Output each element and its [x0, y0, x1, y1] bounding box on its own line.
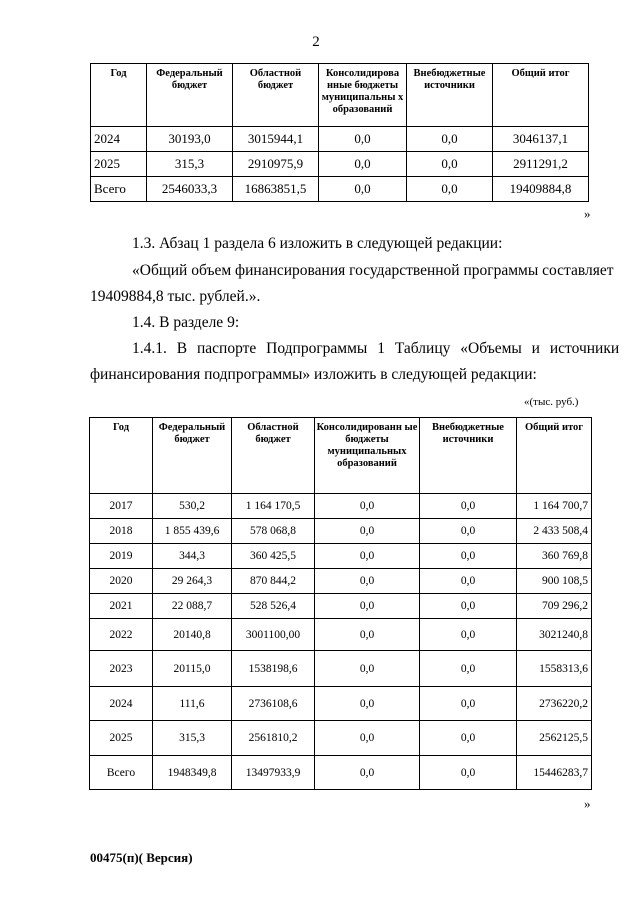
- table-cell: 3021240,8: [517, 619, 592, 651]
- table-row: [90, 519, 592, 544]
- table-cell: 0,0: [420, 651, 517, 687]
- table-row: [91, 177, 589, 202]
- table-cell: 0,0: [315, 569, 420, 594]
- table-cell: 0,0: [315, 619, 420, 651]
- table-cell: 0,0: [315, 651, 420, 687]
- table-cell: 2021: [90, 594, 153, 619]
- header-cell: Областной бюджет: [232, 418, 315, 494]
- table-header-row: [91, 64, 589, 127]
- table-cell: 19409884,8: [493, 177, 589, 202]
- table-cell: 22 088,7: [153, 594, 232, 619]
- table-cell: 2020: [90, 569, 153, 594]
- table-header-row: [90, 418, 592, 494]
- table-cell: 578 068,8: [232, 519, 315, 544]
- table-cell: 1 164 170,5: [232, 494, 315, 519]
- header-cell: Внебюджетные источники: [407, 64, 493, 127]
- table-cell: 15446283,7: [517, 756, 592, 790]
- header-cell: Год: [90, 418, 153, 494]
- table-cell: 0,0: [319, 177, 407, 202]
- table-cell: 16863851,5: [233, 177, 319, 202]
- table-cell: 0,0: [420, 569, 517, 594]
- table-cell: 13497933,9: [232, 756, 315, 790]
- table-cell: 2017: [90, 494, 153, 519]
- table-cell: 30193,0: [147, 127, 233, 152]
- table-cell: 0,0: [407, 127, 493, 152]
- table-cell: 0,0: [420, 494, 517, 519]
- table-cell: 3046137,1: [493, 127, 589, 152]
- paragraph-quote-line-2: 19409884,8 тыс. рублей.».: [90, 288, 261, 305]
- table-cell: 2546033,3: [147, 177, 233, 202]
- table-cell: 2736108,6: [232, 687, 315, 721]
- header-cell: Общий итог: [493, 64, 589, 127]
- table-row: [90, 687, 592, 721]
- table-cell: Всего: [90, 756, 153, 790]
- table-cell: 0,0: [420, 721, 517, 756]
- table-cell: 0,0: [319, 152, 407, 177]
- table-row: [91, 127, 589, 152]
- header-cell: Областной бюджет: [233, 64, 319, 127]
- table-cell: 0,0: [315, 519, 420, 544]
- table-cell: 2025: [91, 152, 147, 177]
- header-cell: Консолидирова нные бюджеты муниципальны х образований: [319, 64, 407, 127]
- table-cell: 2023: [90, 651, 153, 687]
- table-row: [90, 756, 592, 790]
- header-cell: Общий итог: [517, 418, 592, 494]
- table-cell: 3015944,1: [233, 127, 319, 152]
- paragraph-1-4-1-line-1: 1.4.1. В паспорте Подпрограммы 1 Таблицу «Объемы и источники: [132, 340, 620, 357]
- table-row: [91, 152, 589, 177]
- table-cell: 20140,8: [153, 619, 232, 651]
- financing-table-2: [89, 417, 592, 790]
- header-cell: Федеральный бюджет: [153, 418, 232, 494]
- table-cell: 0,0: [407, 152, 493, 177]
- table-cell: 0,0: [420, 519, 517, 544]
- table-cell: 29 264,3: [153, 569, 232, 594]
- table-row: [90, 721, 592, 756]
- table-cell: 530,2: [153, 494, 232, 519]
- table-cell: 2562125,5: [517, 721, 592, 756]
- table-cell: 0,0: [315, 494, 420, 519]
- page-number: 2: [312, 34, 320, 50]
- table-cell: 2019: [90, 544, 153, 569]
- table-cell: 0,0: [315, 756, 420, 790]
- table-cell: 1538198,6: [232, 651, 315, 687]
- table-cell: 0,0: [420, 756, 517, 790]
- header-cell: Внебюджетные источники: [420, 418, 517, 494]
- header-cell: Федеральный бюджет: [147, 64, 233, 127]
- closing-quote: »: [584, 796, 591, 811]
- closing-quote: »: [584, 206, 591, 221]
- document-footer: 00475(п)( Версия): [90, 850, 193, 865]
- table-cell: 0,0: [420, 687, 517, 721]
- table-cell: 2 433 508,4: [517, 519, 592, 544]
- table-row: [90, 651, 592, 687]
- table-cell: 360 425,5: [232, 544, 315, 569]
- paragraph-1-4: 1.4. В разделе 9:: [132, 314, 240, 331]
- units-note: «(тыс. руб.): [524, 396, 579, 408]
- table-row: [90, 569, 592, 594]
- table-cell: 2736220,2: [517, 687, 592, 721]
- header-cell: Консолидированн ые бюджеты муниципальных образований: [315, 418, 420, 494]
- table-row: [90, 494, 592, 519]
- table-cell: 1 164 700,7: [517, 494, 592, 519]
- table-cell: 344,3: [153, 544, 232, 569]
- table-cell: 1948349,8: [153, 756, 232, 790]
- table-cell: 20115,0: [153, 651, 232, 687]
- table-cell: 0,0: [420, 619, 517, 651]
- table-cell: 3001100,00: [232, 619, 315, 651]
- table-cell: 2024: [90, 687, 153, 721]
- table-cell: 1558313,6: [517, 651, 592, 687]
- table-cell: 2561810,2: [232, 721, 315, 756]
- paragraph-1-4-1-line-2: финансирования подпрограммы» изложить в следующей редакции:: [90, 366, 537, 383]
- table-cell: 0,0: [315, 544, 420, 569]
- paragraph-quote-line-1: «Общий объем финансирования государственной программы составляет: [132, 262, 614, 279]
- table-cell: 2022: [90, 619, 153, 651]
- table-cell: 709 296,2: [517, 594, 592, 619]
- table-cell: 2910975,9: [233, 152, 319, 177]
- table-cell: 315,3: [153, 721, 232, 756]
- table-row: [90, 594, 592, 619]
- table-cell: 315,3: [147, 152, 233, 177]
- table-cell: 0,0: [315, 594, 420, 619]
- table-cell: 900 108,5: [517, 569, 592, 594]
- table-cell: 0,0: [315, 687, 420, 721]
- table-cell: 2018: [90, 519, 153, 544]
- table-cell: 111,6: [153, 687, 232, 721]
- table-row: [90, 619, 592, 651]
- paragraph-1-3: 1.3. Абзац 1 раздела 6 изложить в следующей редакции:: [132, 235, 503, 252]
- header-cell: Год: [91, 64, 147, 127]
- table-cell: 2024: [91, 127, 147, 152]
- table-cell: 870 844,2: [232, 569, 315, 594]
- table-cell: 528 526,4: [232, 594, 315, 619]
- table-cell: 0,0: [407, 177, 493, 202]
- table-row: [90, 544, 592, 569]
- table-cell: 0,0: [315, 721, 420, 756]
- table-cell: 0,0: [420, 594, 517, 619]
- table-cell: 360 769,8: [517, 544, 592, 569]
- table-cell: 2025: [90, 721, 153, 756]
- table-cell: 2911291,2: [493, 152, 589, 177]
- table-cell: 1 855 439,6: [153, 519, 232, 544]
- table-cell: Всего: [91, 177, 147, 202]
- table-cell: 0,0: [319, 127, 407, 152]
- financing-table-1: [90, 63, 589, 202]
- table-cell: 0,0: [420, 544, 517, 569]
